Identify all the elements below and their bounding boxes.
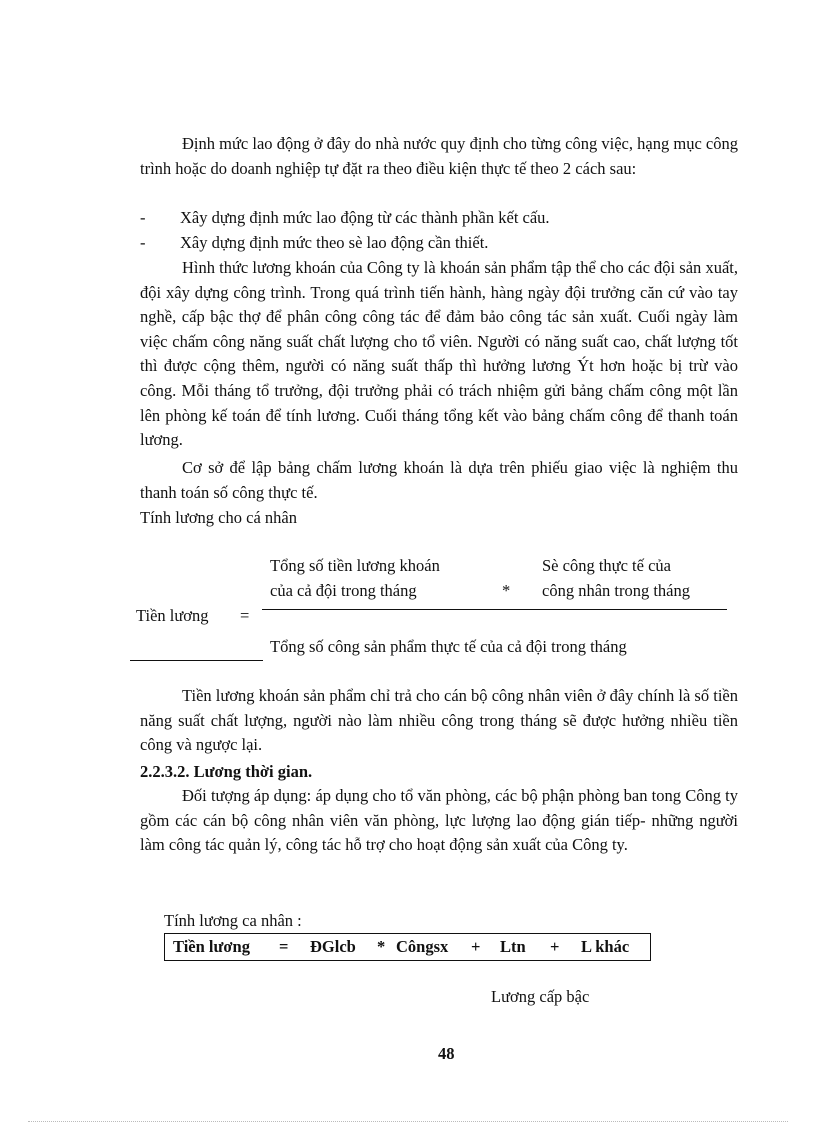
plus-sign: + <box>471 937 481 956</box>
section-heading: 2.2.3.2. Lương thời gian. <box>140 762 313 781</box>
paragraph-individual-wage: Tính lương cho cá nhân <box>140 508 297 527</box>
time-wage-formula-box <box>164 933 651 961</box>
numerator-left-line2: của cả đội trong tháng <box>270 581 417 600</box>
page-number: 48 <box>438 1044 455 1063</box>
formula-intro: Tính lương ca nhân : <box>164 911 302 930</box>
numerator-right-line2: công nhân trong tháng <box>542 581 691 600</box>
underline-rule <box>130 660 263 661</box>
plus-sign: + <box>550 937 560 956</box>
equals-sign: = <box>279 937 289 956</box>
fraction-bar <box>262 609 727 610</box>
multiply-sign: * <box>502 581 511 600</box>
paragraph-applicable-scope: Đối tượng áp dụng: áp dụng cho tổ văn phòng, các bộ phận phòng ban tong Công ty gồm các cán bộ công nhân viên văn phòng, lực lượng lao động gián tiếp- những người làm công tác quản lý, công tác hỗ trợ cho hoạt động sản xuất của Công ty. <box>140 786 738 855</box>
term-dglcb: ĐGlcb <box>310 937 356 956</box>
numerator-left-line1: Tổng số tiền lương khoán <box>270 556 440 575</box>
term-congsx: Côngsx <box>396 937 449 956</box>
term-ltn: Ltn <box>500 937 526 956</box>
list-item-text: Xây dựng định mức lao động từ các thành phần kết cấu. <box>180 208 550 227</box>
term-l-khac: L khác <box>581 937 630 956</box>
paragraph-productivity: Tiền lương khoán sản phẩm chỉ trả cho cán bộ công nhân viên ở đây chính là số tiền năng suất chất lượng, người nào làm nhiều công trong tháng sẽ được hưởng nhiều tiền công và ngược lại. <box>140 686 738 755</box>
page-edge-divider <box>28 1121 788 1122</box>
denominator: Tổng số công sản phẩm thực tế của cả đội trong tháng <box>270 637 627 656</box>
multiply-sign: * <box>377 937 386 956</box>
list-item <box>140 206 738 231</box>
equals-sign: = <box>240 606 250 625</box>
grade-wage-note: Lương cấp bậc <box>491 987 590 1006</box>
formula-label: Tiền lương <box>136 606 209 625</box>
paragraph-basis: Cơ sở để lập bảng chấm lương khoán là dựa trên phiếu giao việc là nghiệm thu thanh toán số công thực tế. <box>140 458 738 502</box>
list-item-text: Xây dựng định mức theo sè lao động cần thiết. <box>180 233 489 252</box>
dash-marker: - <box>140 208 146 227</box>
paragraph-labor-norms: Định mức lao động ở đây do nhà nước quy định cho từng công việc, hạng mục công trình hoặc do doanh nghiệp tự đặt ra theo điều kiện thực tế theo 2 cách sau: <box>140 134 738 178</box>
paragraph-piecework-wage: Hình thức lương khoán của Công ty là khoán sản phẩm tập thể cho các đội sản xuất, đội xây dựng công trình. Trong quá trình tiến hành, hàng ngày đội trưởng căn cứ vào tay nghề, cấp bậc thợ để phân công công tác để đảm bảo công tác sản xuất. Cuối ngày làm việc chấm công năng suất chất lượng cho tổ viên. Người có năng suất cao, chất lượng tốt thì được cộng thêm, người có năng suất thấp thì hưởng lương Ýt hơn hoặc bị trừ vào công. Mỗi tháng tổ trưởng, đội trưởng phải có trách nhiệm gửi bảng chấm công một lần lên phòng kế toán để tính lương. Cuối tháng tổng kết vào bảng chấm công để thanh toán lương. <box>140 258 738 450</box>
list-item <box>140 231 738 256</box>
numerator-right-line1: Sè công thực tế của <box>542 556 671 575</box>
formula-label: Tiền lương <box>173 937 250 956</box>
dash-marker: - <box>140 233 146 252</box>
